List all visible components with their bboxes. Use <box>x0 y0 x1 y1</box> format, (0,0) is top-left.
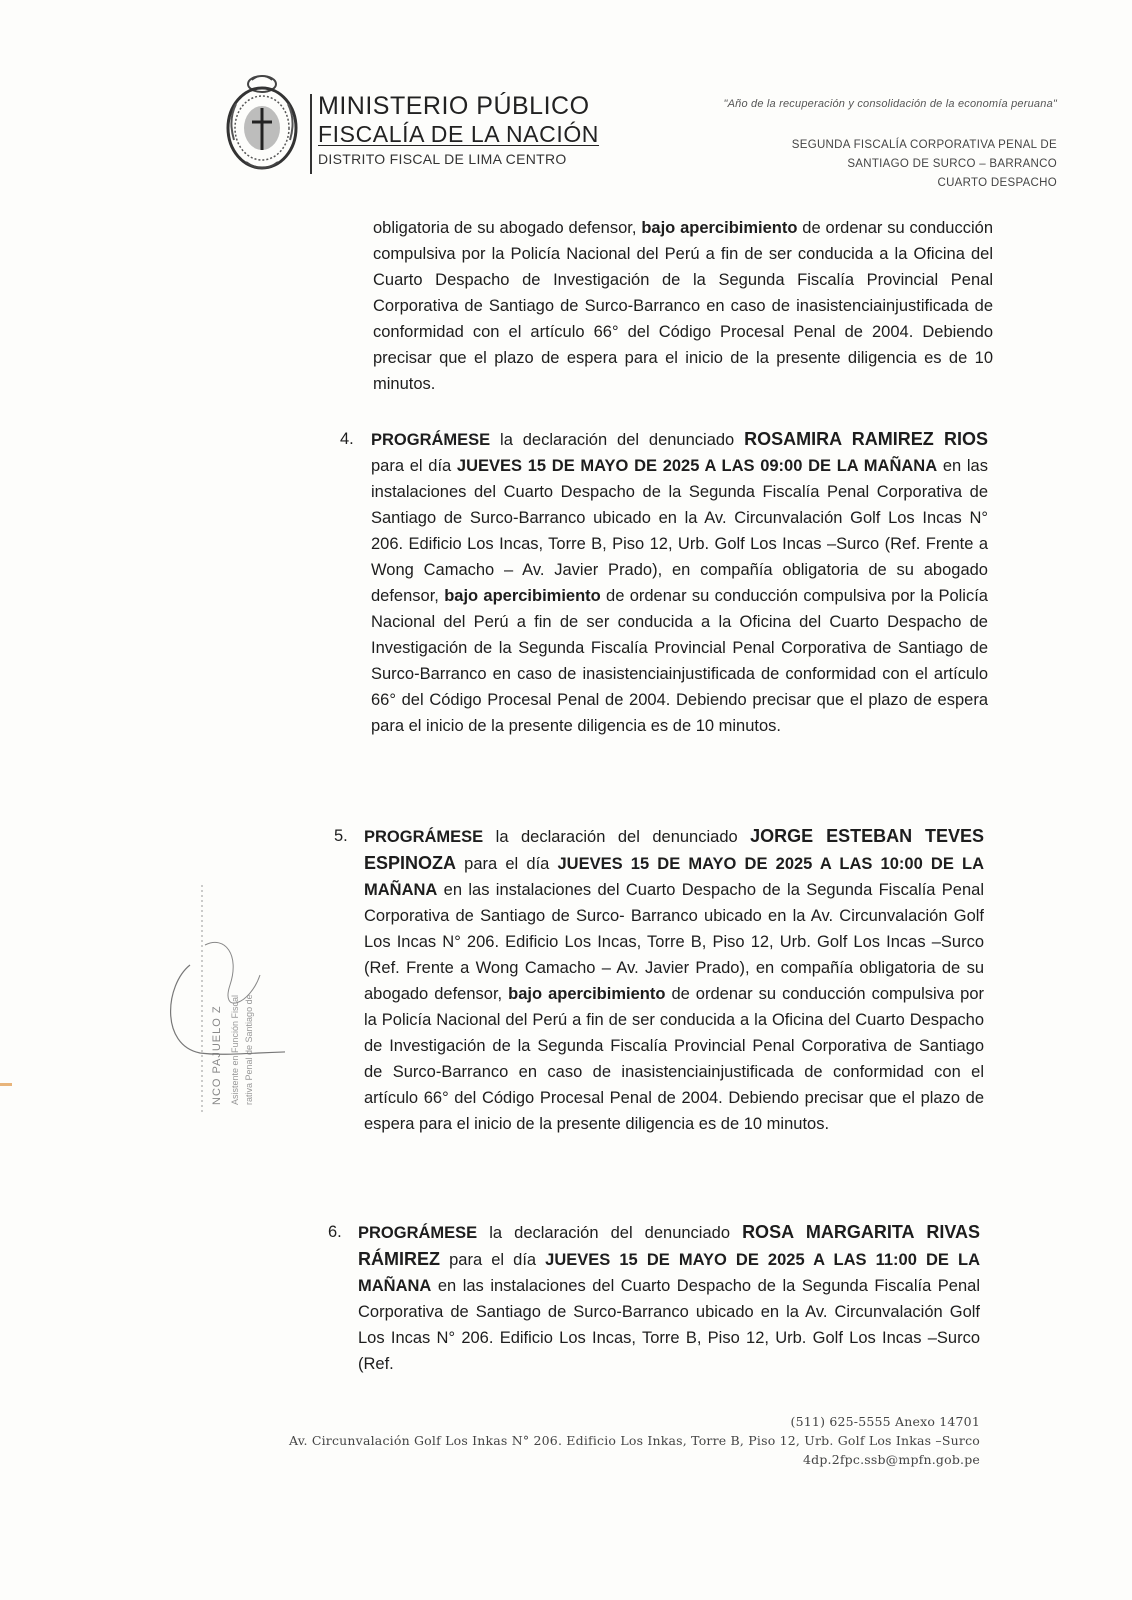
bold-text: bajo apercibimiento <box>508 985 666 1003</box>
text-run: de ordenar su conducción compulsiva por la Policía Nacional del Perú a fin de ser conducida a la Oficina del Cuarto Despacho de Investigación de la Segunda Fiscalía Provincial Penal Corporativa de Santiago de Surco-Barranco en caso de inasistenciainjustificada de conformidad con el artículo 66° del Código Procesal Penal de 2004. Debiendo precisar que el plazo de espera para el inicio de la presente diligencia es de 10 minutos. <box>364 985 984 1133</box>
institution-line-2: FISCALÍA DE LA NACIÓN <box>318 121 600 147</box>
office-line-2: SANTIAGO DE SURCO – BARRANCO <box>847 158 1057 170</box>
footer-contact <box>289 1412 980 1469</box>
text-run: para el día <box>371 457 457 475</box>
appointment-datetime: JUEVES 15 DE MAYO DE 2025 A LAS 09:00 DE LA MAÑANA <box>456 457 938 475</box>
office-name <box>792 136 1057 193</box>
defendant-name: ROSAMIRA RAMIREZ RIOS <box>744 429 988 449</box>
stamp-line-1: NCO PAJUELO Z <box>211 1005 223 1105</box>
text-run: para el día <box>456 855 558 873</box>
text-run: la declaración del denunciado <box>490 431 745 449</box>
bold-verb: PROGRÁMESE <box>358 1224 478 1242</box>
text-run: para el día <box>440 1251 546 1269</box>
footer-email: 4dp.2fpc.ssb@mpfn.gob.pe <box>802 1452 980 1467</box>
footer-phone: (511) 625-5555 Anexo 14701 <box>790 1414 980 1429</box>
bold-verb: PROGRÁMESE <box>371 431 491 449</box>
header-divider <box>310 94 312 174</box>
text-run: la declaración del denunciado <box>477 1224 743 1242</box>
signature-stroke <box>171 965 285 1054</box>
text-run: de ordenar su conducción compulsiva por la Policía Nacional del Perú a fin de ser conducida a la Oficina del Cuarto Despacho de Investigación de la Segunda Fiscalía Provincial Penal Corporativa de Santiago de Surco-Barranco en caso de inasistenciainjustificada de conformidad con el artículo 66° del Código Procesal Penal de 2004. Debiendo precisar que el plazo de espera para el inicio de la presente diligencia es de 10 minutos. <box>371 587 988 735</box>
institution-line-3: DISTRITO FISCAL DE LIMA CENTRO <box>318 151 567 167</box>
signature-stroke <box>205 942 260 1003</box>
footer-address: Av. Circunvalación Golf Los Inkas N° 206. Edificio Los Inkas, Torre B, Piso 12, Urb. Golf Los Inkas –Surco <box>289 1433 980 1448</box>
continuation-paragraph <box>373 215 993 397</box>
ministerio-publico-seal <box>222 70 302 182</box>
institution-line-1: MINISTERIO PÚBLICO <box>318 92 590 120</box>
office-line-3: CUARTO DESPACHO <box>937 177 1057 189</box>
text-run: en las instalaciones del Cuarto Despacho de la Segunda Fiscalía Penal Corporativa de Santiago de Surco- Barranco ubicado en la Av. Circunvalación Golf Los Incas N° 206. Edificio Los Incas, Torre B, Piso 12, Urb. Golf Los Incas –Surco (Ref. Frente a Wong Camacho – Av. Javier Prado), en compañía obligatoria de su abogado defensor, <box>364 881 984 1003</box>
text-run: obligatoria de su abogado defensor, <box>373 219 642 237</box>
appointment-datetime: JUEVES 15 DE MAYO DE 2025 A LAS 11:00 DE LA MAÑANA <box>358 1251 980 1295</box>
defendant-name: JORGE ESTEBAN TEVES ESPINOZA <box>364 826 984 873</box>
bold-text: bajo apercibimiento <box>641 219 798 237</box>
institution-name <box>318 94 599 166</box>
edge-mark <box>0 1083 12 1086</box>
item-number: 6. <box>328 1223 342 1241</box>
year-motto: "Año de la recuperación y consolidación de la economía peruana" <box>723 98 1057 110</box>
item-number: 5. <box>334 827 348 845</box>
stamp-line-3: rativa Penal de Santiago de <box>244 994 254 1105</box>
official-stamp <box>160 875 285 1115</box>
office-line-1: SEGUNDA FISCALÍA CORPORATIVA PENAL DE <box>791 139 1057 151</box>
bold-verb: PROGRÁMESE <box>364 828 484 846</box>
item-text <box>371 426 988 739</box>
item-text <box>364 823 984 1137</box>
text-run: la declaración del denunciado <box>483 828 751 846</box>
text-run: en las instalaciones del Cuarto Despacho de la Segunda Fiscalía Penal Corporativa de Santiago de Surco-Barranco ubicado en la Av. Circunvalación Golf Los Incas N° 206. Edificio Los Incas, Torre B, Piso 12, Urb. Golf Los Incas –Surco (Ref. Frente a Wong Camacho – Av. Javier Prado), en compañía obligatoria de su abogado defensor, <box>371 457 988 605</box>
item-text <box>358 1219 980 1377</box>
item-number: 4. <box>340 430 354 448</box>
bold-text: bajo apercibimiento <box>444 587 601 605</box>
text-run: de ordenar su conducción compulsiva por la Policía Nacional del Perú a fin de ser conducida a la Oficina del Cuarto Despacho de Investigación de la Segunda Fiscalía Provincial Penal Corporativa de Santiago de Surco-Barranco en caso de inasistenciainjustificada de conformidad con el artículo 66° del Código Procesal Penal de 2004. Debiendo precisar que el plazo de espera para el inicio de la presente diligencia es de 10 minutos. <box>373 219 993 393</box>
stamp-line-2: Asistente en Función Fiscal <box>230 994 240 1105</box>
appointment-datetime: JUEVES 15 DE MAYO DE 2025 A LAS 10:00 DE LA MAÑANA <box>364 855 984 899</box>
text-run: en las instalaciones del Cuarto Despacho de la Segunda Fiscalía Penal Corporativa de Santiago de Surco-Barranco ubicado en la Av. Circunvalación Golf Los Incas N° 206. Edificio Los Incas, Torre B, Piso 12, Urb. Golf Los Incas –Surco (Ref. <box>358 1277 980 1373</box>
defendant-name: ROSA MARGARITA RIVAS RÁMIREZ <box>358 1222 981 1269</box>
